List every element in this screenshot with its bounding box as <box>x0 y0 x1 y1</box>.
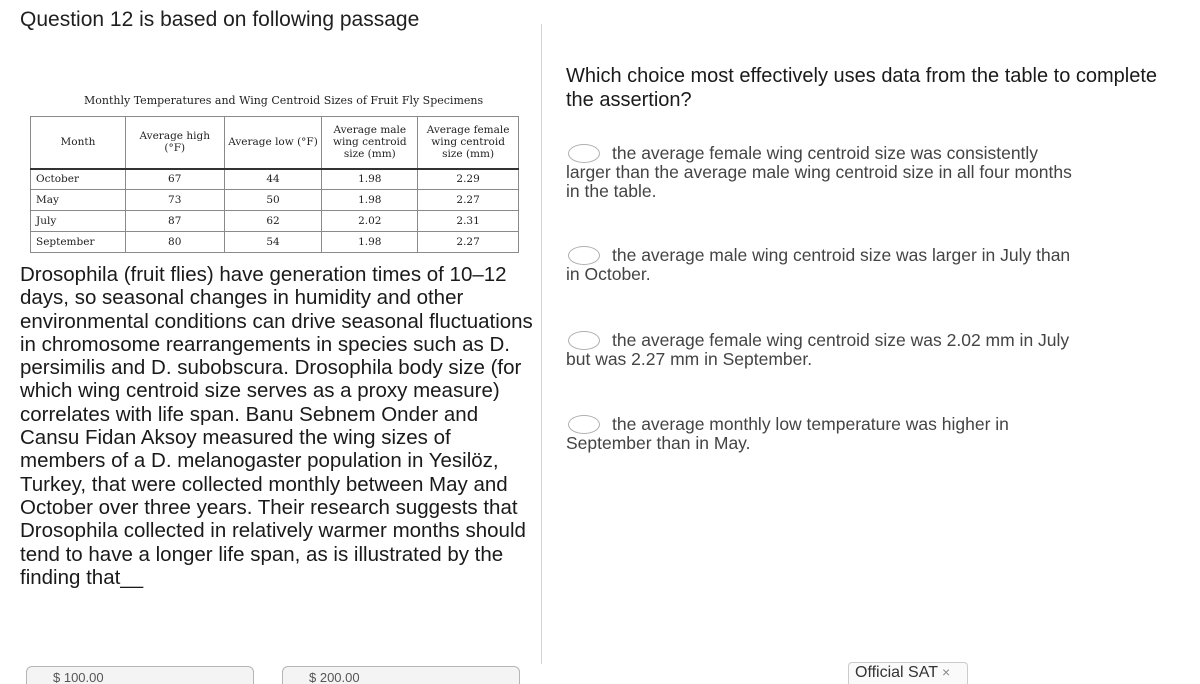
col-header-avg-low: Average low (°F) <box>224 117 322 169</box>
cell-avg-high: 87 <box>125 211 224 232</box>
passage-pane <box>0 0 541 684</box>
question-prompt: Which choice most effectively uses data from the table to complete the assertion? <box>566 65 1158 111</box>
cell-female-size: 2.29 <box>418 169 519 190</box>
cell-female-size: 2.27 <box>418 232 519 253</box>
radio-circle-icon[interactable] <box>568 415 600 434</box>
answer-choice-d[interactable] <box>566 415 1086 453</box>
cell-avg-low: 44 <box>224 169 322 190</box>
cell-avg-high: 73 <box>125 190 224 211</box>
bottom-mid-button[interactable] <box>282 666 520 684</box>
answer-choice-b[interactable] <box>566 246 1086 284</box>
tab-official-sat[interactable] <box>848 662 968 684</box>
question-header: Question 12 is based on following passage <box>20 8 420 31</box>
radio-circle-icon[interactable] <box>568 246 600 265</box>
bottom-left-button[interactable] <box>26 666 254 684</box>
bottom-mid-button-label: $ 200.00 <box>309 670 360 684</box>
cell-avg-low: 62 <box>224 211 322 232</box>
table-row <box>31 211 519 232</box>
cell-month: July <box>31 211 126 232</box>
question-pane <box>542 0 1200 684</box>
cell-male-size: 1.98 <box>322 232 418 253</box>
radio-circle-icon[interactable] <box>568 331 600 350</box>
col-header-female-size: Average female wing centroid size (mm) <box>418 117 519 169</box>
choice-text: the average male wing centroid size was larger in July than in October. <box>566 245 1071 284</box>
table-title: Monthly Temperatures and Wing Centroid Sizes of Fruit Fly Specimens <box>84 94 484 107</box>
tab-label: Official SAT <box>855 664 938 681</box>
choice-text: the average monthly low temperature was higher in September than in May. <box>566 414 1009 453</box>
col-header-month: Month <box>31 117 126 169</box>
col-header-male-size: Average male wing centroid size (mm) <box>322 117 418 169</box>
data-table <box>30 116 519 253</box>
cell-male-size: 2.02 <box>322 211 418 232</box>
cell-female-size: 2.31 <box>418 211 519 232</box>
choice-text: the average female wing centroid size was 2.02 mm in July but was 2.27 mm in September. <box>566 330 1070 369</box>
answer-choice-a[interactable] <box>566 144 1086 201</box>
cell-avg-high: 67 <box>125 169 224 190</box>
table-row <box>31 169 519 190</box>
table-header-row <box>31 117 519 169</box>
close-icon[interactable]: × <box>941 664 951 680</box>
cell-male-size: 1.98 <box>322 169 418 190</box>
cell-male-size: 1.98 <box>322 190 418 211</box>
col-header-avg-high: Average high (°F) <box>125 117 224 169</box>
table-row <box>31 232 519 253</box>
radio-circle-icon[interactable] <box>568 144 600 163</box>
cell-female-size: 2.27 <box>418 190 519 211</box>
cell-avg-low: 50 <box>224 190 322 211</box>
cell-avg-high: 80 <box>125 232 224 253</box>
choice-text: the average female wing centroid size was consistently larger than the average male wing centroid size in all four months in the table. <box>566 143 1072 201</box>
table-row <box>31 190 519 211</box>
passage-text: Drosophila (fruit flies) have generation times of 10–12 days, so seasonal changes in humidity and other environmental conditions can drive seasonal fluctuations in chromosome rearrangements in species such as D. persimilis and D. subobscura. Drosophila body size (for which wing centroid size serves as a proxy measure) correlates with life span. Banu Sebnem Onder and Cansu Fidan Aksoy measured the wing sizes of members of a D. melanogaster population in Yesilöz, Turkey, that were collected monthly between May and October over three years. Their research suggests that Drosophila collected in relatively warmer months should tend to have a longer life span, as is illustrated by the finding that__ <box>20 263 533 589</box>
cell-month: May <box>31 190 126 211</box>
answer-choice-c[interactable] <box>566 331 1086 369</box>
cell-avg-low: 54 <box>224 232 322 253</box>
cell-month: September <box>31 232 126 253</box>
cell-month: October <box>31 169 126 190</box>
bottom-left-button-label: $ 100.00 <box>53 670 104 684</box>
